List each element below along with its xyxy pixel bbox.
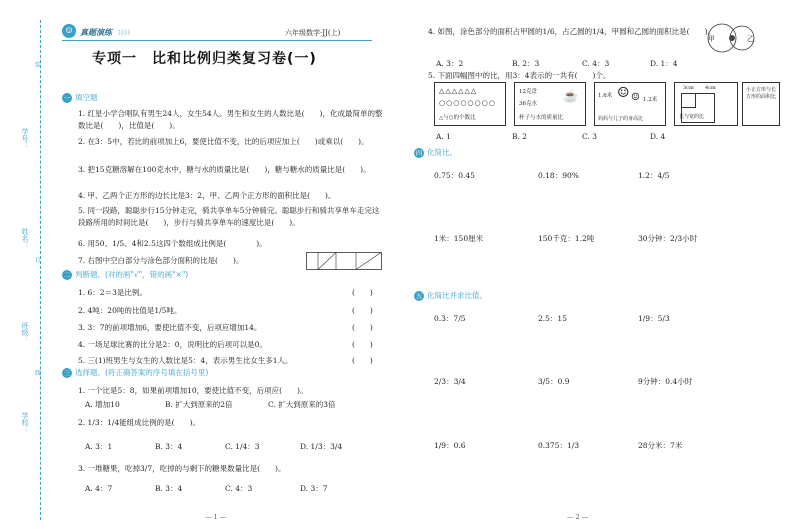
picture-1-caption: △与○的个数比 (439, 115, 476, 121)
picture-note (742, 82, 780, 126)
judge-bracket-2: ( ) (352, 306, 373, 315)
side-mark-3: 线 (35, 370, 42, 377)
mother-icon: ☺ (617, 85, 630, 101)
choice-q4-c: C. 4：3 (582, 59, 610, 68)
picture-3-caption: 妈妈与儿子的身高比 (598, 116, 644, 122)
section-5-title: 化简比并求比值。 (427, 291, 487, 300)
page-number-2: — 2 — (567, 513, 589, 521)
section-5-number: 五 (415, 291, 423, 300)
side-mark-1: 装 (35, 62, 42, 69)
simplify-1: 0.75：0.45 (434, 171, 475, 180)
judge-q4: 4. 一场足球比赛的比分是2：0，说明比的后项可以是0。 (78, 340, 267, 349)
judge-q1: 1. 6：2＝3是比例。 (78, 288, 147, 297)
venn-label-a: 甲 (708, 35, 715, 43)
choice-q1: 1. 一个比是5：8，如果前项增加10，要使比值不变，后项应( )。 (78, 386, 308, 395)
simplify-3: 1.2：4/5 (638, 171, 670, 180)
ratio-value-1: 0.3：7/5 (434, 314, 466, 323)
triangles-icon: △△△△△△ (439, 87, 478, 95)
choice-q1-a: A. 增加10 (85, 400, 120, 409)
choice-q2-c: C. 1/4：3 (225, 442, 260, 451)
simplify-2: 0.18：90% (538, 171, 579, 180)
picture-2-caption: 杯子与水的质量比 (519, 115, 564, 121)
section-4-number: 四 (415, 148, 423, 157)
side-label-class: 班级： (21, 322, 29, 343)
judge-q3: 3. 3：7的前项增加6，要使比值不变，后项应增加14。 (78, 323, 262, 332)
choice-q5-b: B. 2 (512, 132, 528, 141)
side-label-name: 姓名： (21, 228, 29, 249)
judge-bracket-1: ( ) (352, 288, 373, 297)
brand-logo-icon: ☺ (62, 24, 76, 38)
fill-q7: 7. 右图中空白部分与涂色部分面积的比是( )。 (78, 256, 244, 265)
fill-q2: 2. 在3：5中，若比的前项加上6，要使比值不变，比的后项应加上( )或乘以( )。 (78, 137, 369, 146)
section-2-number: 二 (63, 270, 71, 279)
fill-q1: 1. 红星小学合唱队有男生24人，女生54人。男生和女生的人数比是( )，化成最简单的整数比是( )，比值是( )。 (78, 109, 383, 130)
fill-q6: 6. 用50、1/5、4和2.5这四个数组成比例是( )。 (78, 239, 267, 248)
choice-q5: 5. 下面四幅图中的比，用3：4表示的一共有( )个。 (428, 71, 611, 80)
fill-q3: 3. 把15克糖溶解在100克水中，糖与水的质量比是( )，糖与糖水的质量比是( )。 (78, 165, 371, 174)
page-right (402, 0, 800, 529)
side-label-id: 学号： (21, 128, 29, 149)
judge-bracket-5: ( ) (352, 356, 373, 365)
section-4-title: 化简比。 (427, 148, 457, 157)
page-title: 专项一 比和比例归类复习卷(一) (92, 51, 317, 67)
parallelogram-figure (306, 252, 382, 270)
choice-q3-a: A. 4：7 (85, 484, 113, 493)
simplify-4: 1米：150厘米 (434, 234, 484, 243)
picture-cup (514, 82, 586, 126)
ratio-value-6: 9分钟：0.4小时 (638, 377, 693, 386)
picture-note-text: 小正方形与长方形的面积比 (746, 87, 777, 100)
side-mark-2: 订 (35, 257, 42, 264)
section-3-header (62, 367, 208, 378)
picture-4-note-a: 3cm (683, 85, 694, 91)
simplify-6: 30分钟：2/3小时 (638, 234, 698, 243)
ratio-value-3: 1/9：5/3 (638, 314, 670, 323)
section-1-number: 一 (63, 93, 71, 102)
picture-4-note-b: 4cm (705, 85, 716, 91)
choice-q1-b: B. 扩大到原来的2倍 (165, 400, 233, 409)
choice-q4-d: D. 1：4 (650, 59, 678, 68)
choice-q5-c: C. 3 (582, 132, 598, 141)
ratio-value-8: 0.375：1/3 (538, 441, 580, 450)
fill-q5: 5. 同一段路，聪聪步行15分钟走完，骑共享单车5分钟骑完。聪聪步行和骑共享单车走完这段路所用的时间比是( )，步行与骑共享单车的速度比是( )。 (78, 206, 380, 227)
picture-3-note-a: 1.6米 (598, 93, 613, 99)
section-4-header (414, 147, 457, 158)
cup-icon: ☕ (563, 89, 578, 103)
picture-family (594, 82, 666, 126)
fill-q4: 4. 甲、乙两个正方形的边长比是3：2，甲、乙两个正方形的面积比是( )。 (78, 191, 336, 200)
choice-q2-b: B. 3：4 (155, 442, 183, 451)
page-left (0, 0, 398, 529)
choice-q5-d: D. 4 (650, 132, 666, 141)
choice-q3: 3. 一堆糖果，吃掉3/7，吃掉的与剩下的糖果数量比是( )。 (78, 464, 286, 473)
section-2-header (62, 269, 188, 280)
choice-q4-a: A. 3：2 (436, 59, 464, 68)
choice-q4-b: B. 2：3 (512, 59, 540, 68)
picture-2-note-a: 12克盘 (519, 89, 537, 95)
section-1-header (62, 92, 98, 103)
choice-q3-c: C. 4：3 (225, 484, 253, 493)
picture-4-caption: 长与宽的比 (679, 114, 705, 120)
section-5-header (414, 290, 487, 301)
choice-q5-a: A. 1 (436, 132, 451, 141)
ratio-value-2: 2.5：15 (538, 314, 567, 323)
binding-line (40, 20, 41, 520)
picture-2-note-b: 36克水 (519, 101, 537, 107)
circles-icon: ○○○○○○○○ (439, 99, 496, 107)
page-number-1: — 1 — (205, 513, 227, 521)
judge-q2: 2. 4吨：20吨的比值是1/5吨。 (78, 306, 182, 315)
ratio-value-4: 2/3：3/4 (434, 377, 466, 386)
son-icon: ☺ (631, 92, 640, 103)
choice-q3-b: B. 3：4 (155, 484, 183, 493)
grade-label: 六年级数学·JJ(上) (285, 29, 341, 37)
section-1-title: 填空题 (75, 93, 98, 102)
side-label-school: 学校： (21, 412, 29, 433)
judge-q5: 5. 三(1)班男生与女生的人数比是5：4，表示男生比女生多1人。 (78, 356, 293, 365)
section-2-title: 判断题。(对的画"√"，错的画"×") (75, 270, 189, 279)
ratio-value-7: 1/9：0.6 (434, 441, 466, 450)
choice-q2: 2. 1/3：1/4能组成比例的是( )。 (78, 418, 201, 427)
picture-rectangle (674, 82, 738, 126)
picture-3-note-b: 1.2米 (643, 97, 658, 103)
judge-bracket-4: ( ) (352, 340, 373, 349)
section-3-number: 三 (63, 368, 71, 377)
brand-name: 真题演练 (80, 28, 112, 37)
ratio-value-5: 3/5：0.9 (538, 377, 570, 386)
picture-shapes (434, 82, 506, 126)
choice-q2-d: D. 1/3：3/4 (300, 442, 343, 451)
section-3-title: 选择题。(将正确答案的序号填在括号里) (75, 368, 209, 377)
choice-q1-c: C. 扩大到原来的3倍 (268, 400, 336, 409)
choice-q3-d: D. 3：7 (300, 484, 328, 493)
venn-label-b: 乙 (747, 35, 754, 43)
simplify-5: 150千克：1.2吨 (538, 234, 595, 243)
choice-q2-a: A. 3：1 (85, 442, 113, 451)
brand-deco: 》》》》 (118, 30, 134, 37)
header-rule (62, 40, 372, 41)
choice-q4: 4. 如图，涂色部分的面积占甲圆的1/6，占乙圆的1/4，甲圆和乙圆的面积比是( )。 (428, 27, 716, 36)
square-shape (681, 93, 696, 108)
judge-bracket-3: ( ) (352, 323, 373, 332)
ratio-value-9: 28分米：7米 (638, 441, 683, 450)
